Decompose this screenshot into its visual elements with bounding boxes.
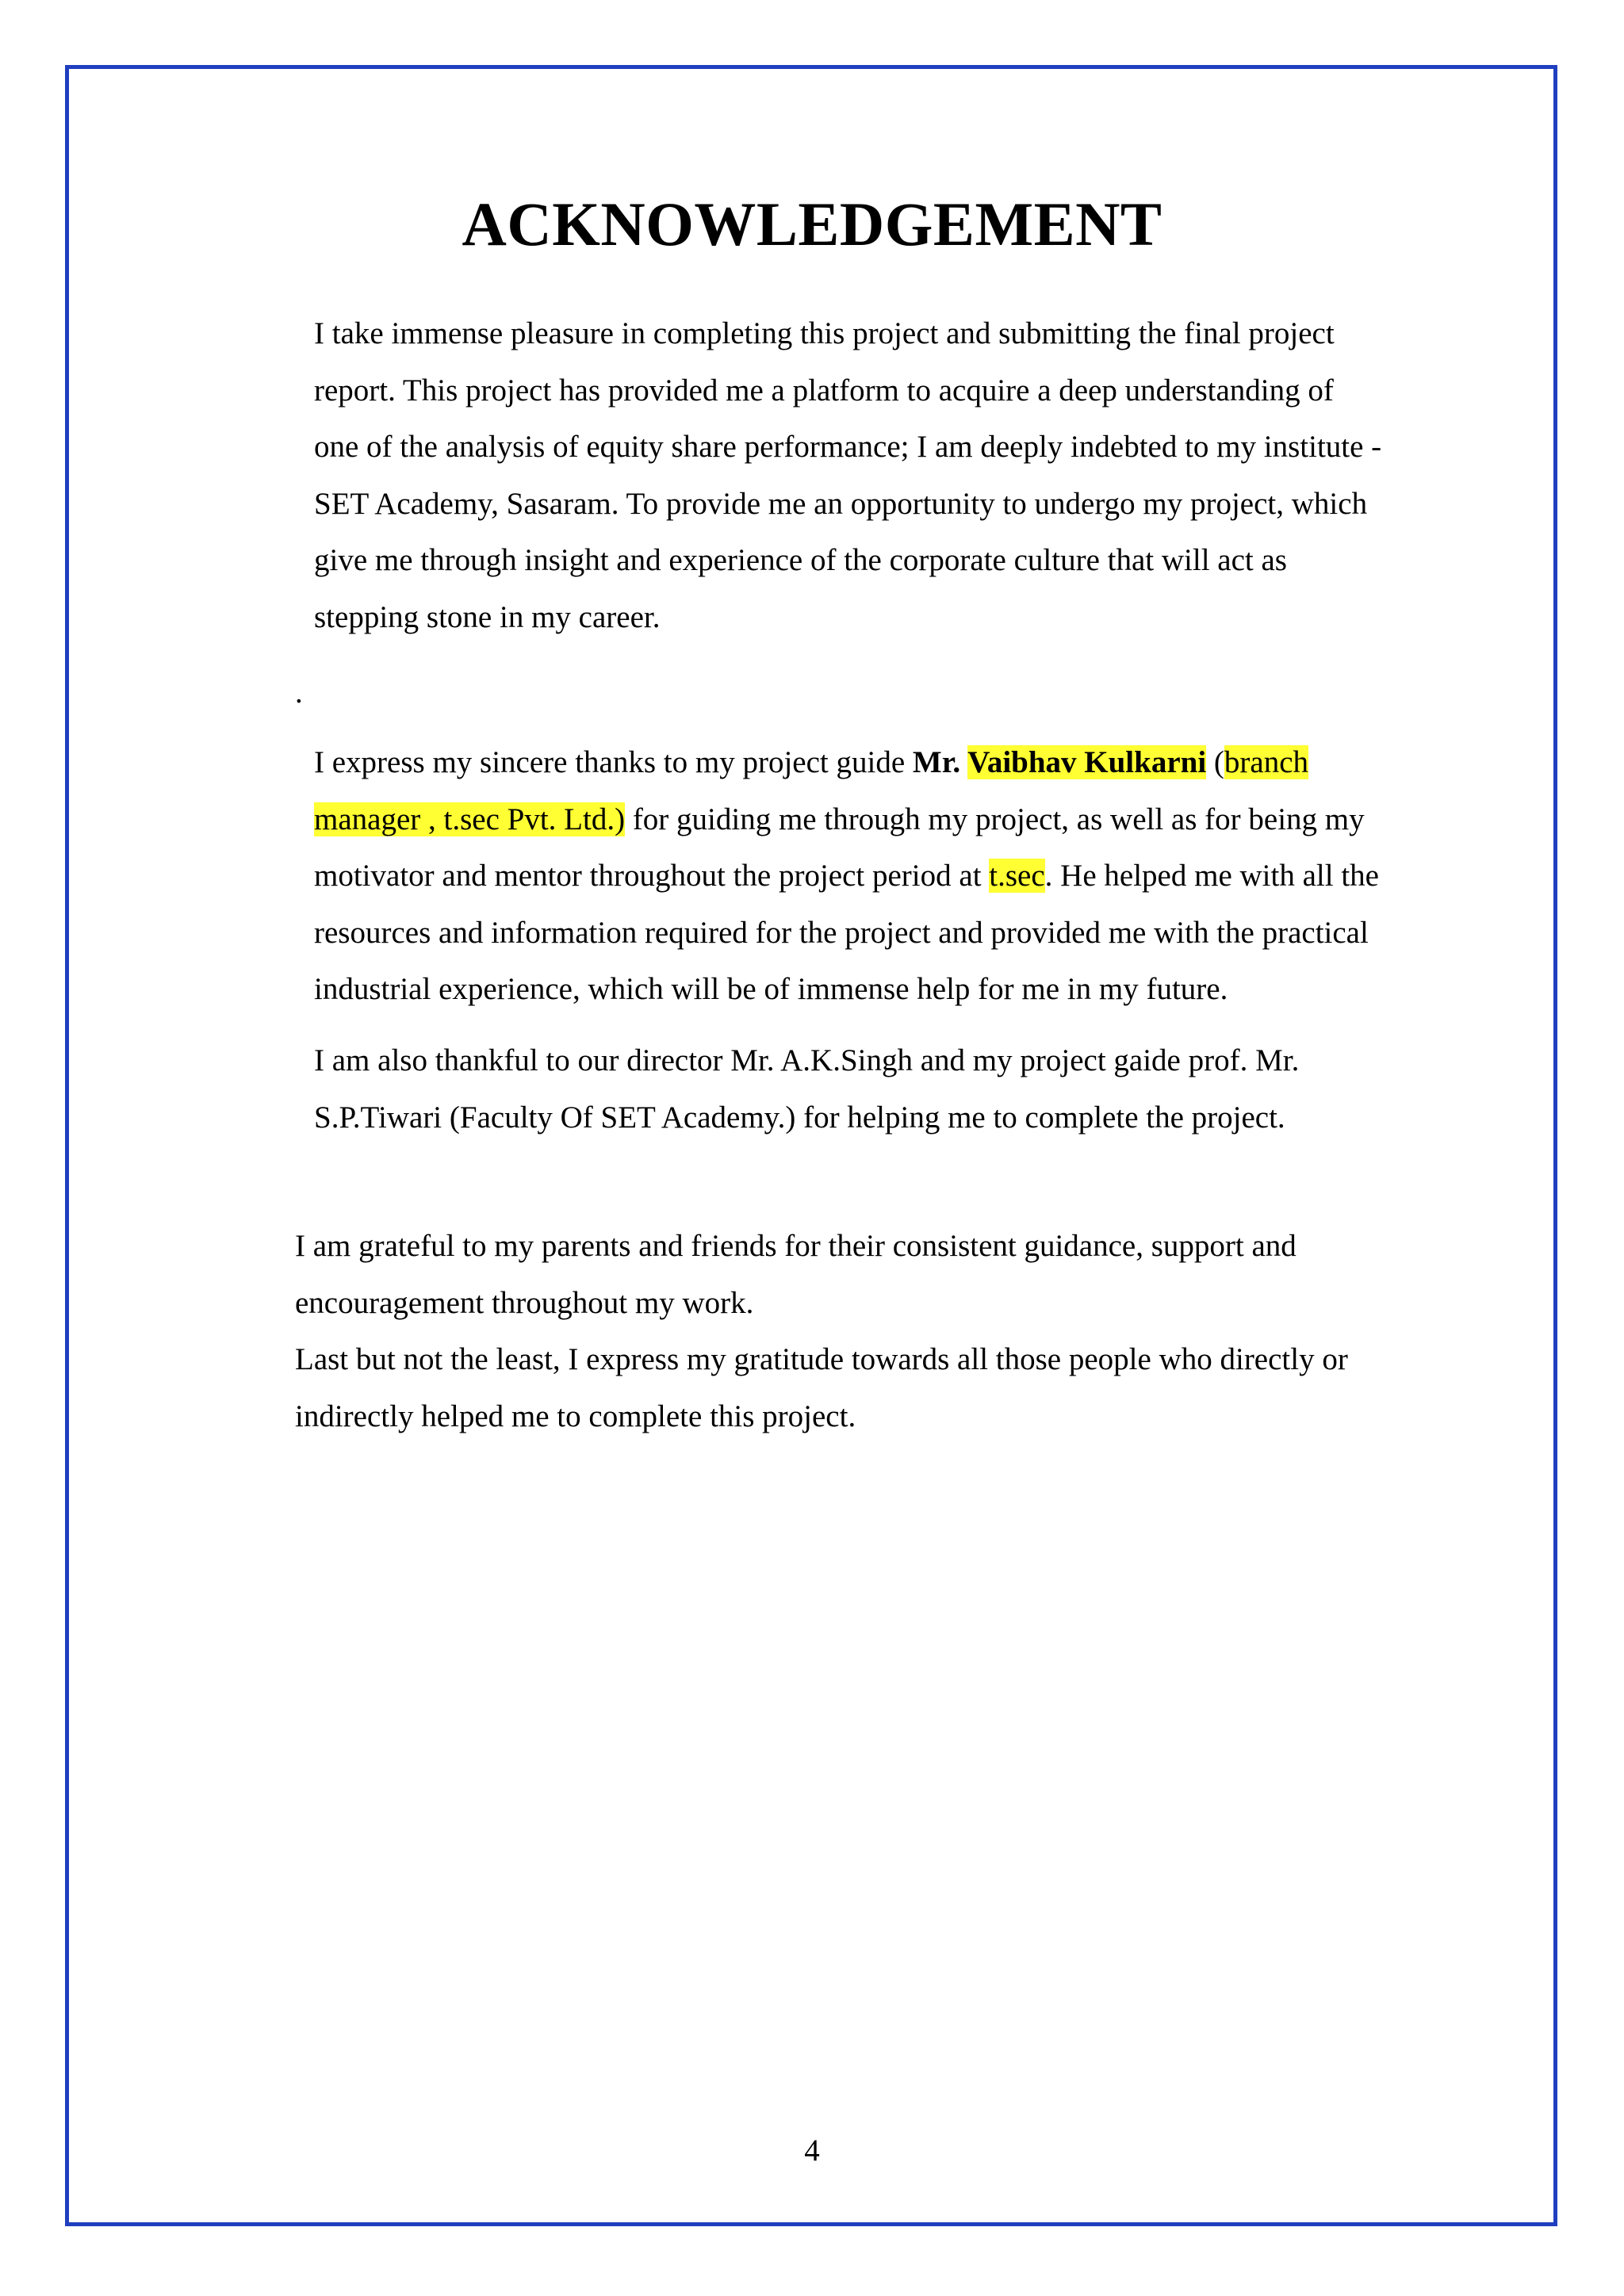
paragraph-line: industrial experience, which will be of immense help for me in my future. <box>314 972 1228 1006</box>
paragraph-line: report. This project has provided me a platform to acquire a deep understanding of <box>314 373 1334 408</box>
guide-title-text: Mr. <box>912 745 968 779</box>
paragraph-line-text: for guiding me through my project, as well as for being my <box>625 802 1365 836</box>
paragraph-line: encouragement throughout my work. <box>295 1285 754 1320</box>
company-name-highlight: t.sec <box>989 859 1045 893</box>
paragraph-line: SET Academy, Sasaram. To provide me an opportunity to undergo my project, which <box>314 486 1368 521</box>
paragraph-line: I am also thankful to our director Mr. A.K.Singh and my project gaide prof. Mr. <box>314 1043 1300 1077</box>
paragraph-line: I am grateful to my parents and friends for their consistent guidance, support and <box>295 1229 1297 1263</box>
paragraph-line-text: . He helped me with all the <box>1044 859 1379 893</box>
page-number: 4 <box>804 2133 820 2168</box>
paragraph-line: stepping stone in my career. <box>314 599 661 634</box>
paragraph-line: S.P.Tiwari (Faculty Of SET Academy.) for helping me to complete the project. <box>314 1100 1285 1135</box>
paragraph-line: resources and information required for the project and provided me with the practical <box>314 915 1369 950</box>
paragraph-line-text: ( <box>1206 745 1224 779</box>
paragraph-line: indirectly helped me to complete this project. <box>295 1399 856 1433</box>
paragraph-director-thanks <box>314 1032 1464 1146</box>
separator-dot: . <box>295 675 303 710</box>
paragraph-guide-thanks <box>314 734 1464 1018</box>
paragraph-line: I take immense pleasure in completing this project and submitting the final project <box>314 316 1335 350</box>
guide-name-highlight: Vaibhav Kulkarni <box>967 745 1207 779</box>
guide-role-highlight: branch <box>1224 745 1309 779</box>
paragraph-line-text: motivator and mentor throughout the project period at <box>314 859 990 893</box>
page-title: ACKNOWLEDGEMENT <box>462 189 1162 258</box>
paragraph-intro <box>314 305 1464 645</box>
paragraph-family-thanks <box>295 1218 1464 1331</box>
guide-role-highlight: manager , t.sec Pvt. Ltd.) <box>314 802 626 836</box>
paragraph-closing <box>295 1331 1464 1445</box>
paragraph-line: Last but not the least, I express my gratitude towards all those people who directly or <box>295 1342 1348 1376</box>
paragraph-line-text: I express my sincere thanks to my project guide <box>314 745 913 779</box>
paragraph-line: one of the analysis of equity share performance; I am deeply indebted to my institute - <box>314 430 1382 464</box>
paragraph-line: give me through insight and experience of the corporate culture that will act as <box>314 543 1287 577</box>
